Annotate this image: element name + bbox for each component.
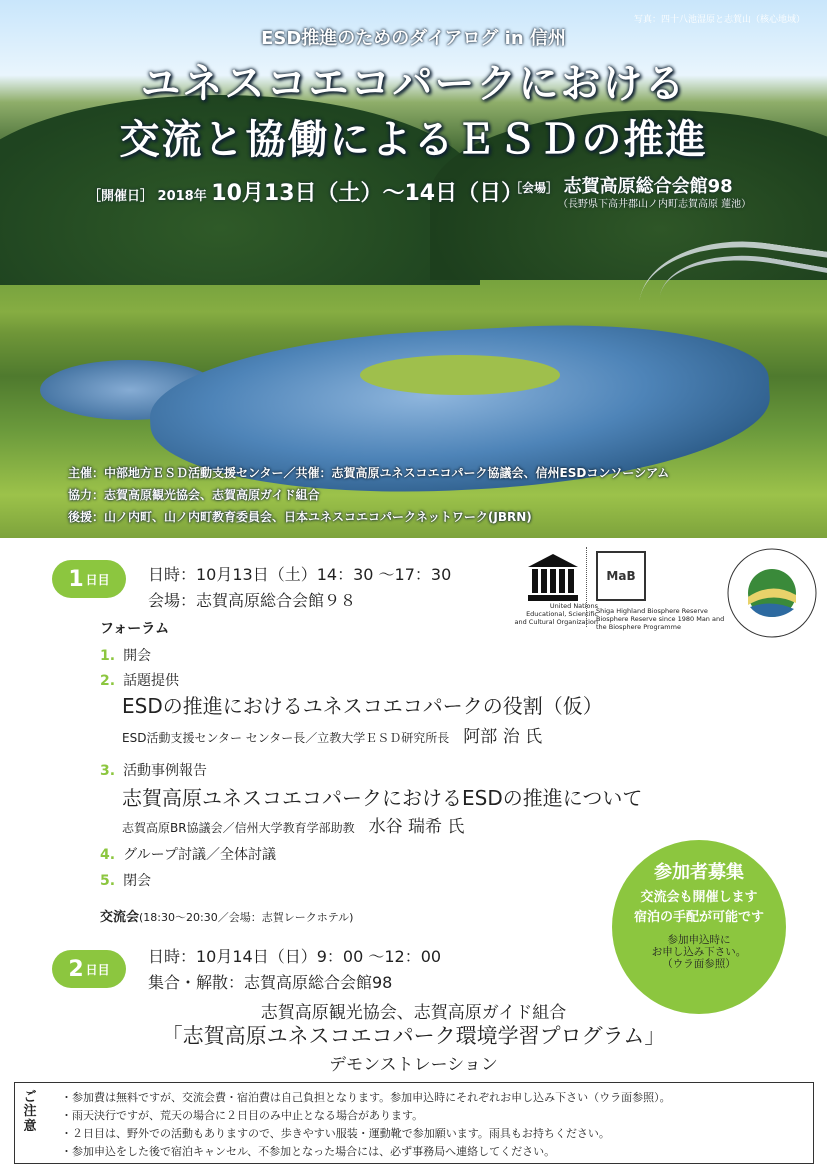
day1-badge — [52, 560, 126, 598]
program-item — [100, 670, 179, 690]
day2-datetime: 日時：10月14日（日）9：00 〜12：00 — [148, 947, 442, 966]
speaker-role: ESD活動支援センター センター長／立教大学ＥＳＤ研究所長 — [122, 731, 450, 745]
day1-badge-number: 1 — [68, 566, 84, 592]
cooperation-line: 協力：志賀高原観光協会、志賀高原ガイド組合 — [68, 488, 320, 502]
recruit-note: お申し込み下さい。 — [651, 946, 747, 958]
notes-box — [14, 1082, 814, 1164]
day1-datetime: 日時：10月13日（土）14：30 〜17：30 — [148, 565, 452, 584]
speaker-name: 阿部 治 氏 — [463, 727, 543, 747]
note-item: ・雨天決行ですが、荒天の場合に２日目のみ中止となる場合があります。 — [61, 1109, 424, 1122]
recruit-note: （ウラ面参照） — [662, 958, 736, 970]
event-title-line2: 交流と協働によるＥＳＤの推進 — [119, 117, 708, 163]
unesco-text: United Nations Educational, Scientific and Cultural Organization — [514, 602, 598, 626]
note-item: ・２日目は、野外での活動もありますので、歩きやすい服装・運動靴で参加願います。雨具もお持ちください。 — [61, 1127, 610, 1140]
logos — [512, 545, 824, 645]
organizer-line: 主催：中部地方ＥＳＤ活動支援センター／共催：志賀高原ユネスコエコパーク協議会、信州ESDコンソーシアム — [68, 466, 670, 480]
photo-credit: 写真：四十八池湿原と志賀山（核心地域） — [633, 15, 805, 25]
venue-address: （長野県下高井郡山ノ内町志賀高原 蓮池） — [558, 199, 752, 210]
talk1-title: ESDの推進におけるユネスコエコパークの役割（仮） — [122, 694, 603, 718]
recruit-note: 参加申込時に — [667, 934, 731, 946]
support-line: 後援：山ノ内町、山ノ内町教育委員会、日本ユネスコエコパークネットワーク(JBRN) — [68, 510, 532, 524]
talk1-speaker — [122, 722, 542, 747]
item-number: 5. — [100, 873, 116, 889]
day2-badge-suffix: 日目 — [85, 962, 110, 977]
item-label: 閉会 — [123, 873, 152, 889]
note-item: ・参加費は無料ですが、交流会費・宿泊費は自己負担となります。参加申込時にそれぞれお申し込み下さい（ウラ面参照）。 — [61, 1091, 671, 1104]
day2-organizer: 志賀高原観光協会、志賀高原ガイド組合 — [260, 1003, 567, 1023]
talk2-title: 志賀高原ユネスコエコパークにおけるESDの推進について — [122, 786, 643, 810]
grass-islet — [360, 355, 560, 395]
divider — [586, 547, 587, 627]
item-label: 開会 — [123, 648, 152, 664]
biosphere-reserve-ring-logo — [724, 545, 820, 641]
recruit-line: 交流会も開催します — [640, 890, 758, 905]
event-title-line1: ユネスコエコパークにおける — [140, 61, 687, 107]
mab-text: Shiga Highland Biosphere Reserve Biosphere Reserve since 1980 Man and the Biosphere Programme — [596, 607, 725, 632]
speaker-role: 志賀高原BR協議会／信州大学教育学部助教 — [122, 821, 355, 835]
venue-name: 志賀高原総合会館98 — [563, 176, 733, 197]
notes-label: ご注意 — [23, 1090, 37, 1134]
exchange-label: 交流会 — [100, 910, 140, 925]
program-item — [100, 760, 207, 780]
event-subtitle: ESD推進のためのダイアログ in 信州 — [261, 28, 566, 49]
item-label: 活動事例報告 — [123, 763, 208, 779]
recruit-title: 参加者募集 — [654, 862, 744, 883]
item-label: 話題提供 — [123, 673, 180, 689]
day1-badge-suffix: 日目 — [85, 572, 110, 587]
date-main: 10月13日（土）〜14日（日） — [211, 181, 524, 206]
program-item — [100, 645, 151, 665]
unesco-temple-icon — [526, 551, 580, 603]
day2-badge-number: 2 — [68, 956, 84, 982]
note-item: ・参加申込をした後で宿泊キャンセル、不参加となった場合には、必ず事務局へ連絡してください。 — [61, 1145, 556, 1158]
date-year: 2018年 — [157, 189, 207, 204]
item-number: 2. — [100, 673, 116, 689]
day2-demo: デモンストレーション — [329, 1055, 498, 1075]
item-number: 3. — [100, 763, 116, 779]
item-label: グループ討議／全体討議 — [123, 847, 276, 863]
day2-program-title: 「志賀高原ユネスコエコパーク環境学習プログラム」 — [161, 1024, 666, 1048]
forum-heading: フォーラム — [100, 621, 170, 637]
hero-photo — [0, 0, 827, 538]
item-number: 1. — [100, 648, 116, 664]
exchange-party — [100, 906, 353, 925]
program-item — [100, 844, 276, 864]
exchange-detail: (18:30〜20:30／会場：志賀レークホテル) — [139, 911, 354, 924]
event-date — [88, 176, 523, 207]
talk2-speaker — [122, 812, 464, 837]
recruit-line: 宿泊の手配が可能です — [633, 910, 764, 925]
venue-label: ［会場］ — [510, 181, 559, 195]
day2-venue: 集合・解散：志賀高原総合会館98 — [148, 973, 393, 992]
item-number: 4. — [100, 847, 116, 863]
day2-badge — [52, 950, 126, 988]
date-label: ［開催日］ — [88, 189, 154, 204]
day1-venue: 会場：志賀高原総合会館９８ — [148, 591, 357, 610]
mab-logo: MaB — [596, 551, 646, 601]
speaker-name: 水谷 瑞希 氏 — [368, 817, 465, 837]
program-item — [100, 870, 151, 890]
